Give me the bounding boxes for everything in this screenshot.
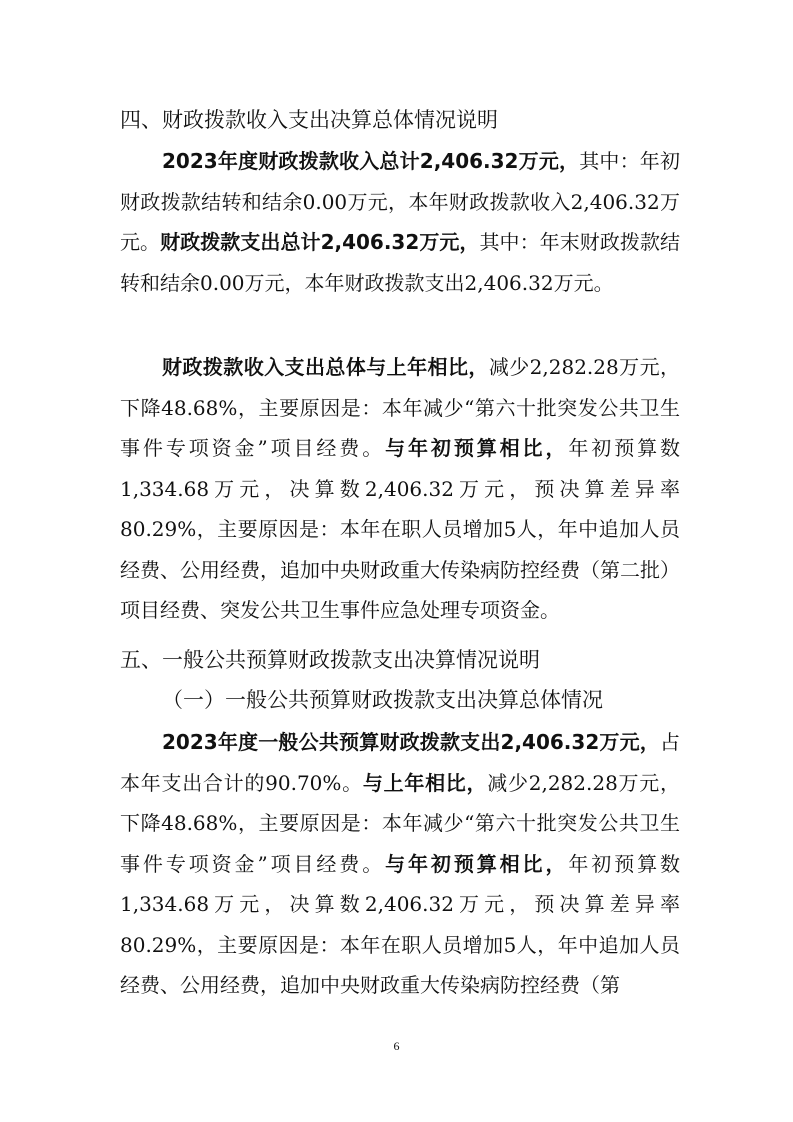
total-income-statement: 2023年度财政拨款收入总计2,406.32万元， — [162, 149, 580, 173]
section-5-subheading: （一）一般公共预算财政拨款支出决算总体情况 — [162, 688, 603, 712]
income-breakdown: 其中：年初财政拨款结转和结余0.00万元，本年财政拨款收入2,406.32万元。 — [120, 149, 681, 254]
expenditure-breakdown: 其中：年末财政拨款结转和结余0.00万元，本年财政拨款支出2,406.32万元。 — [120, 230, 681, 295]
section-5-heading: 五、一般公共预算财政拨款支出决算情况说明 — [120, 648, 540, 672]
section-4-heading: 四、财政拨款收入支出决算总体情况说明 — [120, 108, 498, 132]
budget-comparison-text: 年初预算数1,334.68万元，决算数2,406.32万元，预决算差异率80.29%，主要原因是：本年在职人员增加5人，年中追加人员经费、公用经费，追加中央财政重大传染病防控经费（第二批）项目经费、突发公共卫生事件应急处理专项资金。 — [120, 436, 681, 622]
general-budget-total-statement: 2023年度一般公共预算财政拨款支出2,406.32万元， — [162, 730, 660, 754]
budget-comparison-lead: 与年初预算相比， — [385, 851, 569, 876]
page-number: 6 — [393, 1039, 400, 1053]
section-5-paragraph-1 — [120, 722, 680, 1006]
budget-comparison-lead: 与年初预算相比， — [385, 436, 569, 460]
section-4-paragraph-1 — [120, 141, 680, 303]
year-over-year-text: 减少2,282.28万元，下降48.68%，主要原因是：本年减少“第六十批突发公共卫生事件专项资金”项目经费。 — [120, 770, 681, 876]
section-4-paragraph-2 — [120, 347, 680, 631]
total-expenditure-statement: 财政拨款支出总计2,406.32万元， — [160, 230, 480, 254]
share-of-total-text: 占本年支出合计的90.70%。 — [120, 730, 680, 795]
budget-comparison-text: 年初预算数1,334.68万元，决算数2,406.32万元，预决算差异率80.29%，主要原因是：本年在职人员增加5人，年中追加人员经费、公用经费，追加中央财政重大传染病防控经费（第 — [120, 851, 681, 997]
year-over-year-text: 减少2,282.28万元，下降48.68%，主要原因是：本年减少“第六十批突发公共卫生事件专项资金”项目经费。 — [120, 355, 681, 460]
year-over-year-lead: 财政拨款收入支出总体与上年相比， — [162, 355, 489, 379]
year-over-year-lead: 与上年相比， — [362, 770, 488, 795]
